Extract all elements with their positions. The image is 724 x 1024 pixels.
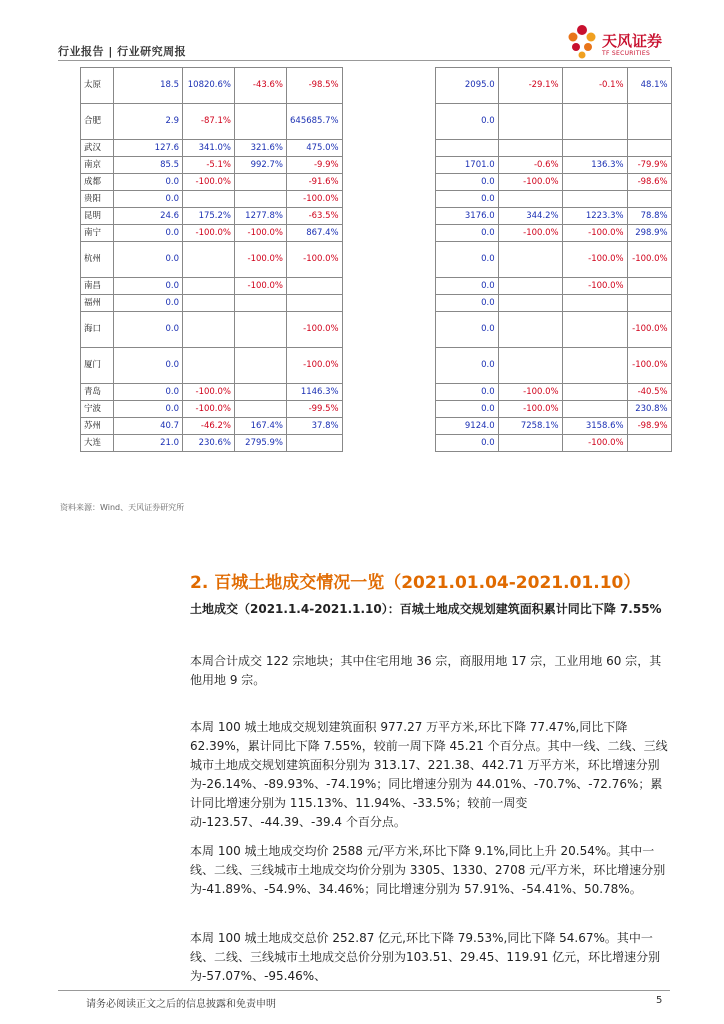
paragraph-total-price: 本周 100 城土地成交总价 252.87 亿元,环比下降 79.53%,同比下降 54.67%。其中一线、二线、三线城市土地成交总价分别为103.51、29.45、119.91 亿元，环比增速分别为-57.07%、-95.46%、 — [190, 931, 661, 983]
section-title: 2. 百城土地成交情况一览（2021.01.04-2021.01.10） — [190, 573, 641, 593]
table-cell-c5: 2095.0 — [435, 68, 498, 104]
table-cell-c7: 3158.6% — [562, 418, 627, 435]
paragraph-avg-price: 本周 100 城土地成交均价 2588 元/平方米,环比下降 9.1%,同比上升 20.54%。其中一线、二线、三线城市土地成交均价分别为 3305、1330、2708 元/平方米，环比增速分别为-41.89%、-54.9%、34.46%；同比增速分别为 57.91%、-54.41%、50.78%。 — [190, 844, 666, 896]
table-cell-c1: 0.0 — [114, 401, 183, 418]
paragraph-floor-area: 本周 100 城土地成交规划建筑面积 977.27 万平方米,环比下降 77.47%,同比下降 62.39%，累计同比下降 7.55%，较前一周下降 45.21 个百分点。其中一线、二线、三线城市土地成交规划建筑面积分别为 313.17、221.38、442.71 万平方米，环比增速分别为-26.14%、-89.93%、-74.19%；同比增速分别为 44.01%、-70.7%、-72.76%；累计同比增速分别为 115.13%、11.94%、-33.5%；较前一周变动-123.57、-44.39、-39.4 个百分点。 — [190, 720, 668, 829]
table-cell-c6: -100.0% — [498, 225, 562, 242]
table-cell-c4: -100.0% — [287, 242, 343, 278]
table-source: 资料来源：Wind、天风证券研究所 — [60, 503, 185, 512]
table-cell-c5: 9124.0 — [435, 418, 498, 435]
table-cell-c2: -87.1% — [183, 104, 235, 140]
table-cell-c6 — [498, 295, 562, 312]
table-cell-c8: -40.5% — [627, 384, 671, 401]
table-cell-c7: -100.0% — [562, 435, 627, 452]
table-cell-c8: -100.0% — [627, 242, 671, 278]
header-breadcrumb: 行业报告 | 行业研究周报 — [58, 45, 187, 58]
table-cell-c2: -5.1% — [183, 157, 235, 174]
table-cell-c7: -100.0% — [562, 278, 627, 295]
table-cell-c7 — [562, 191, 627, 208]
table-cell-c2 — [183, 278, 235, 295]
table-cell-c6: 344.2% — [498, 208, 562, 225]
table-cell-c2: 341.0% — [183, 140, 235, 157]
city-cell: 太原 — [81, 68, 114, 104]
table-gap — [342, 104, 435, 140]
table-cell-c2 — [183, 295, 235, 312]
table-cell-c5: 0.0 — [435, 191, 498, 208]
table-cell-c6: -100.0% — [498, 174, 562, 191]
table-cell-c7: 1223.3% — [562, 208, 627, 225]
table-cell-c8: -100.0% — [627, 348, 671, 384]
table-cell-c1: 0.0 — [114, 312, 183, 348]
city-cell: 杭州 — [81, 242, 114, 278]
table-gap — [342, 242, 435, 278]
table-cell-c7: -0.1% — [562, 68, 627, 104]
table-cell-c3 — [235, 384, 287, 401]
table-row — [81, 174, 672, 191]
table-cell-c5: 0.0 — [435, 174, 498, 191]
table-cell-c6: -100.0% — [498, 384, 562, 401]
city-cell: 南京 — [81, 157, 114, 174]
table-cell-c2: 230.6% — [183, 435, 235, 452]
table-cell-c3 — [235, 174, 287, 191]
table-cell-c7 — [562, 140, 627, 157]
table-cell-c8: 230.8% — [627, 401, 671, 418]
table-row — [81, 278, 672, 295]
table-cell-c2 — [183, 312, 235, 348]
table-cell-c1: 85.5 — [114, 157, 183, 174]
table-cell-c4: 867.4% — [287, 225, 343, 242]
table-cell-c5 — [435, 140, 498, 157]
table-cell-c6 — [498, 191, 562, 208]
table-cell-c3: 321.6% — [235, 140, 287, 157]
table-gap — [342, 208, 435, 225]
table-cell-c3: -100.0% — [235, 278, 287, 295]
footer-divider — [58, 990, 670, 991]
table-cell-c8: -98.9% — [627, 418, 671, 435]
table-cell-c8: -79.9% — [627, 157, 671, 174]
table-cell-c1: 40.7 — [114, 418, 183, 435]
table-cell-c6: 7258.1% — [498, 418, 562, 435]
table-row — [81, 401, 672, 418]
city-cell: 福州 — [81, 295, 114, 312]
city-cell: 贵阳 — [81, 191, 114, 208]
table-gap — [342, 418, 435, 435]
table-row — [81, 140, 672, 157]
table-gap — [342, 225, 435, 242]
table-cell-c8: 298.9% — [627, 225, 671, 242]
table-cell-c2: -100.0% — [183, 225, 235, 242]
table-cell-c3: 1277.8% — [235, 208, 287, 225]
table-cell-c4: -100.0% — [287, 348, 343, 384]
table-cell-c2: -100.0% — [183, 401, 235, 418]
table-cell-c1: 0.0 — [114, 278, 183, 295]
table-cell-c2: 10820.6% — [183, 68, 235, 104]
table-cell-c4 — [287, 435, 343, 452]
table-cell-c6 — [498, 435, 562, 452]
table-cell-c7 — [562, 401, 627, 418]
table-cell-c4: -63.5% — [287, 208, 343, 225]
table-cell-c8 — [627, 104, 671, 140]
table-cell-c5: 3176.0 — [435, 208, 498, 225]
table-gap — [342, 435, 435, 452]
table-cell-c6: -29.1% — [498, 68, 562, 104]
logo-brand-name: 天风证券 — [602, 32, 663, 50]
table-row — [81, 348, 672, 384]
table-cell-c1: 0.0 — [114, 174, 183, 191]
table-cell-c2 — [183, 191, 235, 208]
table-cell-c6 — [498, 104, 562, 140]
table-row — [81, 435, 672, 452]
table-gap — [342, 140, 435, 157]
table-cell-c1: 127.6 — [114, 140, 183, 157]
table-cell-c4: 645685.7% — [287, 104, 343, 140]
city-cell: 成都 — [81, 174, 114, 191]
table-cell-c1: 0.0 — [114, 295, 183, 312]
table-cell-c5: 0.0 — [435, 435, 498, 452]
table-cell-c5: 0.0 — [435, 312, 498, 348]
header-divider — [58, 60, 670, 61]
table-cell-c7: 136.3% — [562, 157, 627, 174]
table-cell-c6: -0.6% — [498, 157, 562, 174]
table-cell-c4: 475.0% — [287, 140, 343, 157]
table-cell-c8: 48.1% — [627, 68, 671, 104]
table-cell-c8: 78.8% — [627, 208, 671, 225]
table-cell-c4: -100.0% — [287, 312, 343, 348]
table-cell-c1: 18.5 — [114, 68, 183, 104]
table-cell-c1: 0.0 — [114, 348, 183, 384]
table-cell-c5: 0.0 — [435, 401, 498, 418]
table-cell-c1: 0.0 — [114, 384, 183, 401]
table-gap — [342, 348, 435, 384]
table-cell-c4: -99.5% — [287, 401, 343, 418]
table-cell-c3 — [235, 295, 287, 312]
table-cell-c7 — [562, 295, 627, 312]
city-cell: 宁波 — [81, 401, 114, 418]
table-cell-c8 — [627, 295, 671, 312]
table-cell-c2: -100.0% — [183, 174, 235, 191]
city-cell: 南昌 — [81, 278, 114, 295]
table-cell-c4: -98.5% — [287, 68, 343, 104]
section-subtitle: 土地成交（2021.1.4-2021.1.10）：百城土地成交规划建筑面积累计同比下降 7.55% — [190, 602, 662, 616]
table-cell-c7 — [562, 348, 627, 384]
table-row — [81, 418, 672, 435]
table-row — [81, 295, 672, 312]
table-cell-c5: 0.0 — [435, 278, 498, 295]
table-cell-c8 — [627, 278, 671, 295]
table-gap — [342, 191, 435, 208]
table-cell-c2 — [183, 348, 235, 384]
table-cell-c3: -100.0% — [235, 242, 287, 278]
logo-flower-icon — [564, 22, 600, 62]
city-cell: 青岛 — [81, 384, 114, 401]
table-cell-c3 — [235, 312, 287, 348]
table-cell-c7 — [562, 384, 627, 401]
table-cell-c7: -100.0% — [562, 225, 627, 242]
table-row — [81, 104, 672, 140]
table-row — [81, 68, 672, 104]
table-cell-c5: 0.0 — [435, 104, 498, 140]
table-cell-c4: -9.9% — [287, 157, 343, 174]
table-cell-c4: -91.6% — [287, 174, 343, 191]
table-cell-c2 — [183, 242, 235, 278]
table-cell-c2: -100.0% — [183, 384, 235, 401]
table-gap — [342, 157, 435, 174]
table-cell-c3: -43.6% — [235, 68, 287, 104]
table-cell-c3 — [235, 104, 287, 140]
table-cell-c1: 21.0 — [114, 435, 183, 452]
table-cell-c6: -100.0% — [498, 401, 562, 418]
table-row — [81, 384, 672, 401]
table-cell-c1: 0.0 — [114, 225, 183, 242]
city-cell: 合肥 — [81, 104, 114, 140]
table-cell-c3: -100.0% — [235, 225, 287, 242]
city-cell: 厦门 — [81, 348, 114, 384]
table-cell-c7 — [562, 104, 627, 140]
table-cell-c7 — [562, 174, 627, 191]
table-cell-c8 — [627, 191, 671, 208]
page-number: 5 — [656, 995, 663, 1006]
table-gap — [342, 312, 435, 348]
table-cell-c6 — [498, 278, 562, 295]
table-cell-c4 — [287, 295, 343, 312]
city-cell: 昆明 — [81, 208, 114, 225]
company-logo — [564, 22, 674, 62]
table-cell-c8: -98.6% — [627, 174, 671, 191]
table-cell-c1: 0.0 — [114, 191, 183, 208]
table-cell-c3: 992.7% — [235, 157, 287, 174]
table-cell-c6 — [498, 312, 562, 348]
table-gap — [342, 401, 435, 418]
table-cell-c3: 2795.9% — [235, 435, 287, 452]
table-gap — [342, 278, 435, 295]
table-cell-c4: -100.0% — [287, 191, 343, 208]
table-row — [81, 225, 672, 242]
city-land-table — [80, 67, 672, 452]
table-gap — [342, 295, 435, 312]
logo-subtitle: TF SECURITIES — [602, 50, 651, 57]
table-cell-c7: -100.0% — [562, 242, 627, 278]
table-row — [81, 208, 672, 225]
table-cell-c3 — [235, 191, 287, 208]
city-cell: 大连 — [81, 435, 114, 452]
table-cell-c5: 0.0 — [435, 384, 498, 401]
table-row — [81, 191, 672, 208]
footer-disclaimer: 请务必阅读正文之后的信息披露和免责申明 — [86, 999, 276, 1010]
table-cell-c5: 0.0 — [435, 348, 498, 384]
table-cell-c6 — [498, 348, 562, 384]
table-cell-c2: -46.2% — [183, 418, 235, 435]
table-cell-c1: 24.6 — [114, 208, 183, 225]
table-cell-c8 — [627, 435, 671, 452]
city-cell: 海口 — [81, 312, 114, 348]
paragraph-deal-count: 本周合计成交 122 宗地块；其中住宅用地 36 宗，商服用地 17 宗，工业用地 60 宗，其他用地 9 宗。 — [190, 654, 662, 687]
table-cell-c4: 1146.3% — [287, 384, 343, 401]
table-cell-c6 — [498, 242, 562, 278]
table-cell-c1: 2.9 — [114, 104, 183, 140]
table-cell-c5: 0.0 — [435, 295, 498, 312]
city-cell: 南宁 — [81, 225, 114, 242]
table-cell-c7 — [562, 312, 627, 348]
table-row — [81, 157, 672, 174]
table-gap — [342, 384, 435, 401]
table-gap — [342, 68, 435, 104]
table-cell-c6 — [498, 140, 562, 157]
table-row — [81, 312, 672, 348]
table-cell-c5: 0.0 — [435, 225, 498, 242]
table-cell-c3: 167.4% — [235, 418, 287, 435]
table-cell-c5: 1701.0 — [435, 157, 498, 174]
city-cell: 武汉 — [81, 140, 114, 157]
table-gap — [342, 174, 435, 191]
table-cell-c5: 0.0 — [435, 242, 498, 278]
table-cell-c8 — [627, 140, 671, 157]
table-cell-c8: -100.0% — [627, 312, 671, 348]
table-cell-c1: 0.0 — [114, 242, 183, 278]
city-cell: 苏州 — [81, 418, 114, 435]
table-cell-c4 — [287, 278, 343, 295]
table-cell-c3 — [235, 401, 287, 418]
table-cell-c4: 37.8% — [287, 418, 343, 435]
table-cell-c3 — [235, 348, 287, 384]
table-cell-c2: 175.2% — [183, 208, 235, 225]
table-row — [81, 242, 672, 278]
